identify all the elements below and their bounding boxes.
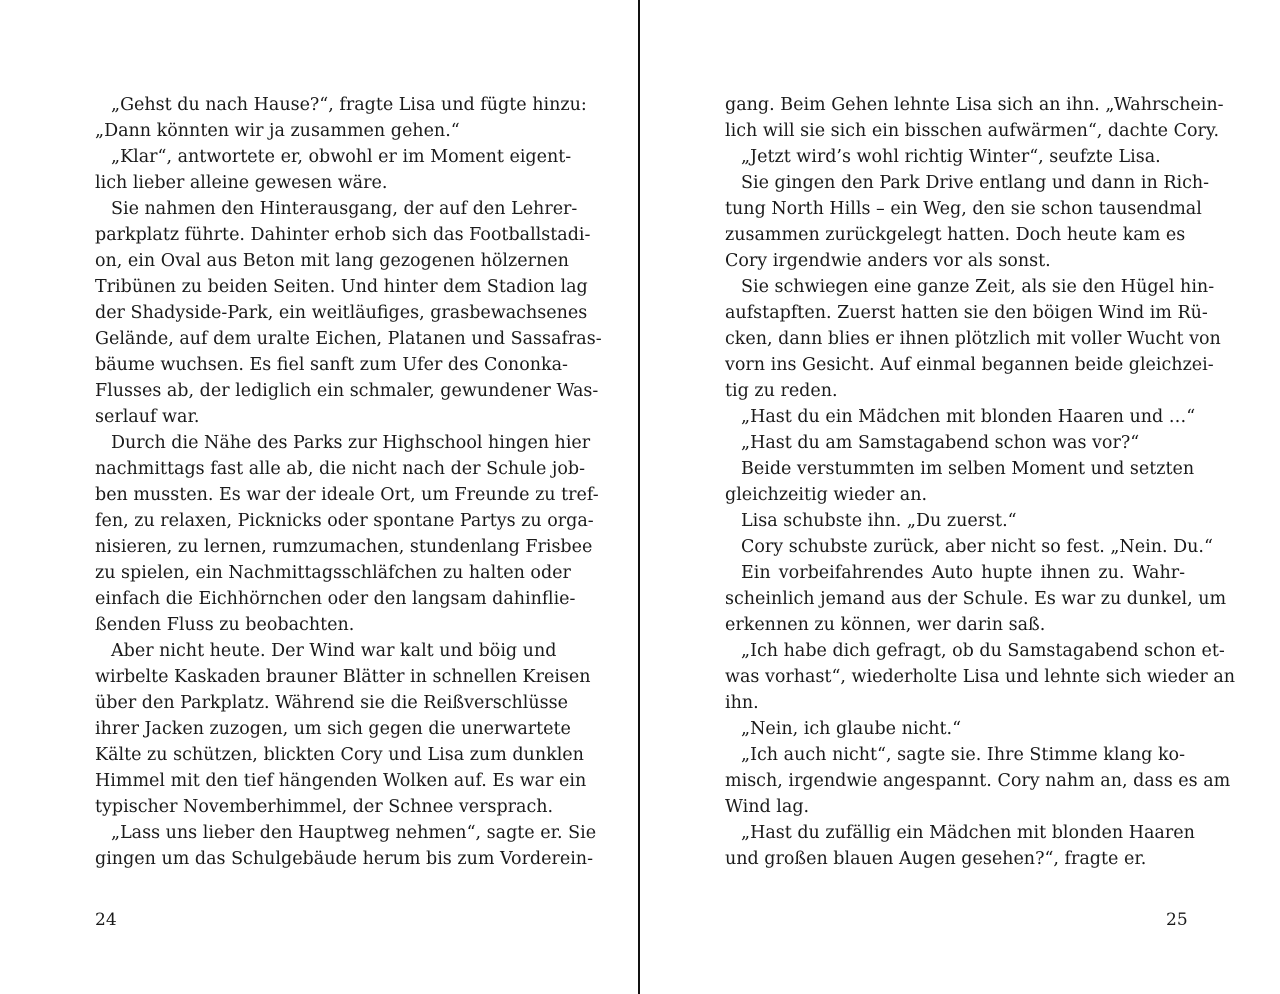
left-page-number: 24 [95, 910, 117, 930]
text-line: aufstapften. Zuerst hatten sie den böigen Wind im Rü- [725, 303, 1208, 323]
text-line: „Dann könnten wir ja zusammen gehen.“ [95, 121, 460, 141]
text-line: Flusses ab, der lediglich ein schmaler, gewundener Was- [95, 381, 599, 401]
text-line: was vorhast“, wiederholte Lisa und lehnte sich wieder an [725, 667, 1236, 687]
text-line: scheinlich jemand aus der Schule. Es war zu dunkel, um [725, 589, 1227, 609]
text-line: und großen blauen Augen gesehen?“, fragte er. [725, 849, 1147, 869]
text-line: parkplatz führte. Dahinter erhob sich das Footballstadi- [95, 225, 591, 245]
text-line: über den Parkplatz. Während sie die Reißverschlüsse [95, 693, 568, 713]
text-line: fen, zu relaxen, Picknicks oder spontane Partys zu orga- [95, 511, 594, 531]
right-page [641, 0, 1280, 994]
text-line: Tribünen zu beiden Seiten. Und hinter dem Stadion lag [95, 277, 588, 297]
text-line: „Jetzt wird’s wohl richtig Winter“, seufzte Lisa. [741, 147, 1161, 167]
text-line: ihn. [725, 693, 759, 713]
text-line: typischer Novemberhimmel, der Schnee versprach. [95, 797, 554, 817]
text-line: Sie gingen den Park Drive entlang und dann in Rich- [741, 173, 1210, 193]
text-line: Sie nahmen den Hinterausgang, der auf den Lehrer- [111, 199, 578, 219]
text-line: wirbelte Kaskaden brauner Blätter in schnellen Kreisen [95, 667, 591, 687]
text-line: zusammen zurückgelegt hatten. Doch heute kam es [725, 225, 1186, 245]
right-page-text [725, 92, 1236, 872]
text-line: Cory irgendwie anders vor als sonst. [725, 251, 1051, 271]
book-gutter [638, 0, 640, 994]
right-page-number: 25 [1166, 910, 1188, 930]
text-line: gang. Beim Gehen lehnte Lisa sich an ihn. „Wahrschein- [725, 95, 1224, 115]
text-line: „Hast du zufällig ein Mädchen mit blonden Haaren [741, 823, 1195, 843]
text-line: „Hast du ein Mädchen mit blonden Haaren und …“ [741, 407, 1196, 427]
text-line: Beide verstummten im selben Moment und setzten [741, 459, 1195, 479]
text-line: Himmel mit den tief hängenden Wolken auf. Es war ein [95, 771, 587, 791]
text-line: Lisa schubste ihn. „Du zuerst.“ [741, 511, 1017, 531]
text-line: nachmittags fast alle ab, die nicht nach der Schule job- [95, 459, 586, 479]
text-line: bäume wuchsen. Es fiel sanft zum Ufer des Cononka- [95, 355, 568, 375]
text-line: der Shadyside-Park, ein weitläufiges, grasbewachsenes [95, 303, 588, 323]
text-line: lich lieber alleine gewesen wäre. [95, 173, 388, 193]
text-line: Aber nicht heute. Der Wind war kalt und böig und [111, 641, 557, 661]
text-line: erkennen zu können, wer darin saß. [725, 615, 1046, 635]
text-line: lich will sie sich ein bisschen aufwärmen“, dachte Cory. [725, 121, 1220, 141]
text-line: ßenden Fluss zu beobachten. [95, 615, 355, 635]
text-line: on, ein Oval aus Beton mit lang gezogenen hölzernen [95, 251, 569, 271]
text-line: zu spielen, ein Nachmittagsschläfchen zu halten oder [95, 563, 571, 583]
text-line: „Gehst du nach Hause?“, fragte Lisa und fügte hinzu: [111, 95, 587, 115]
text-line: ben mussten. Es war der ideale Ort, um Freunde zu tref- [95, 485, 599, 505]
text-line: Wind lag. [725, 797, 810, 817]
text-line: nisieren, zu lernen, rumzumachen, stundenlang Frisbee [95, 537, 593, 557]
text-line: „Ich auch nicht“, sagte sie. Ihre Stimme klang ko- [741, 745, 1185, 765]
text-line: cken, dann blies er ihnen plötzlich mit voller Wucht von [725, 329, 1221, 349]
text-line: „Hast du am Samstagabend schon was vor?“ [741, 433, 1140, 453]
left-page [0, 0, 639, 994]
text-line: ihrer Jacken zuzogen, um sich gegen die unerwartete [95, 719, 571, 739]
text-line: „Nein, ich glaube nicht.“ [741, 719, 962, 739]
text-line: „Lass uns lieber den Hauptweg nehmen“, sagte er. Sie [111, 823, 597, 843]
text-line: Sie schwiegen eine ganze Zeit, als sie den Hügel hin- [741, 277, 1215, 297]
left-page-text [95, 92, 602, 872]
text-line: gingen um das Schulgebäude herum bis zum Vorderein- [95, 849, 593, 869]
text-line: Ein vorbeifahrendes Auto hupte ihnen zu. Wahr- [741, 563, 1185, 583]
text-line: tig zu reden. [725, 381, 838, 401]
text-line: „Ich habe dich gefragt, ob du Samstagabend schon et- [741, 641, 1225, 661]
text-line: vorn ins Gesicht. Auf einmal begannen beide gleichzei- [725, 355, 1214, 375]
text-line: „Klar“, antwortete er, obwohl er im Moment eigent- [111, 147, 572, 167]
text-line: einfach die Eichhörnchen oder den langsam dahinflie- [95, 589, 576, 609]
text-line: serlauf war. [95, 407, 200, 427]
text-line: Cory schubste zurück, aber nicht so fest. „Nein. Du.“ [741, 537, 1213, 557]
text-line: misch, irgendwie angespannt. Cory nahm an, dass es am [725, 771, 1231, 791]
text-line: Kälte zu schützen, blickten Cory und Lisa zum dunklen [95, 745, 584, 765]
text-line: Gelände, auf dem uralte Eichen, Platanen und Sassafras- [95, 329, 602, 349]
text-line: Durch die Nähe des Parks zur Highschool hingen hier [111, 433, 591, 453]
text-line: gleichzeitig wieder an. [725, 485, 928, 505]
text-line: tung North Hills – ein Weg, den sie schon tausendmal [725, 199, 1202, 219]
